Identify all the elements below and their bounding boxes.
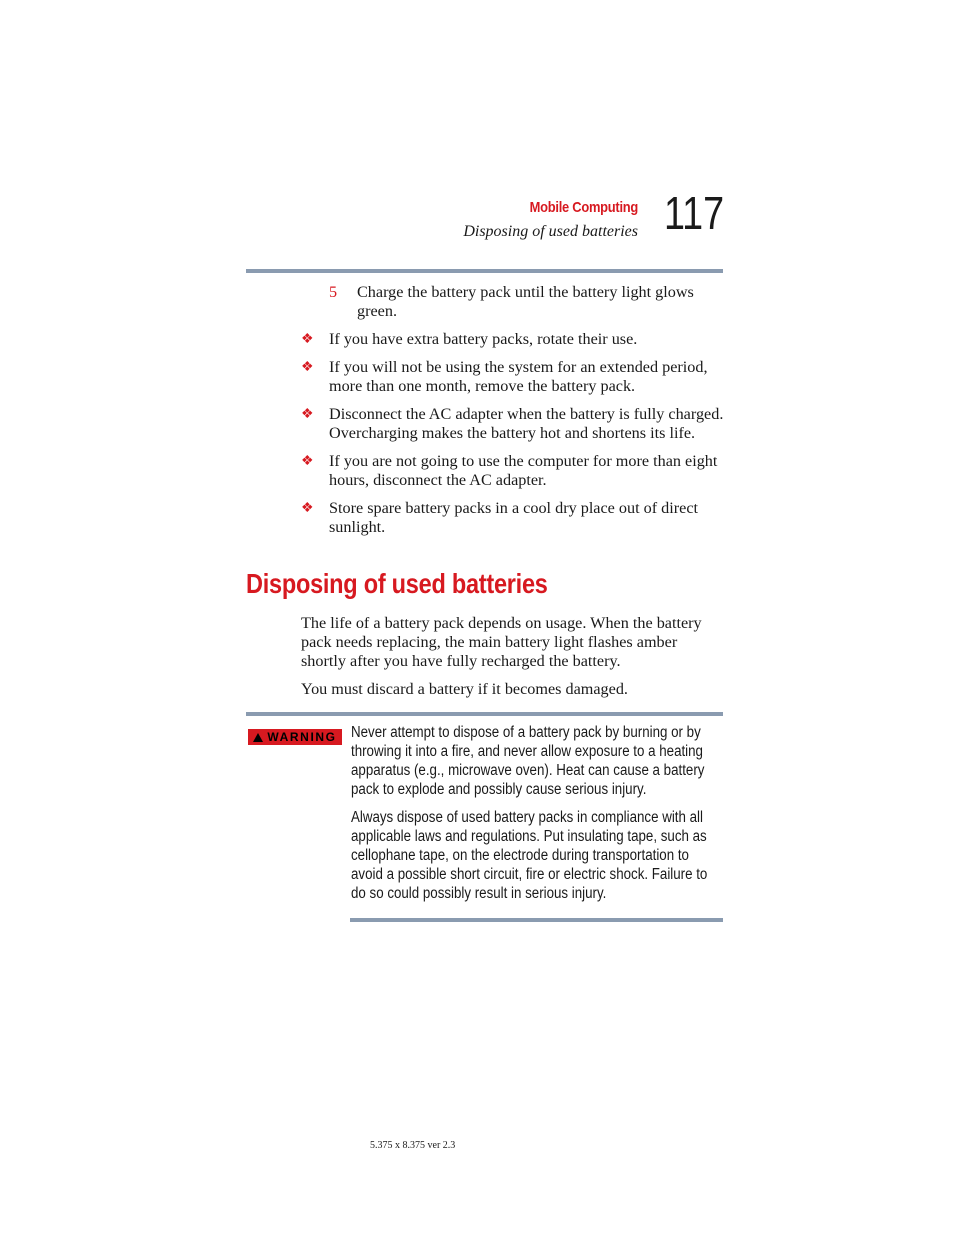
diamond-bullet-icon: ❖ — [301, 407, 314, 422]
warning-label: WARNING — [267, 730, 337, 744]
section-heading: Disposing of used batteries — [246, 568, 548, 599]
page-number: 117 — [664, 187, 725, 239]
diamond-bullet-icon: ❖ — [301, 332, 314, 347]
footer-version: 5.375 x 8.375 ver 2.3 — [370, 1140, 456, 1151]
step-text: Charge the battery pack until the battery light glows green. — [357, 283, 694, 320]
list-item: ❖ If you will not be using the system for an extended period, more than one month, remove the battery pack. — [301, 358, 708, 395]
section-title: Disposing of used batteries — [463, 223, 638, 240]
diamond-bullet-icon: ❖ — [301, 454, 314, 469]
step-item — [329, 283, 729, 321]
warning-badge — [248, 729, 342, 745]
warning-text: Never attempt to dispose of a battery pack by burning or by throwing it into a fire, and never allow exposure to a heating apparatus (e.g., microwave oven). Heat can cause a battery pack to explode and possibly cause serious injury. — [351, 724, 705, 798]
body-paragraph: You must discard a battery if it becomes damaged. — [301, 680, 628, 698]
list-item: ❖ Disconnect the AC adapter when the battery is fully charged. Overcharging makes the battery hot and shortens its life. — [301, 405, 724, 442]
warning-bottom-rule — [350, 918, 723, 922]
list-item: ❖ Store spare battery packs in a cool dry place out of direct sunlight. — [301, 499, 699, 536]
diamond-bullet-icon: ❖ — [301, 501, 314, 516]
header-rule — [246, 269, 723, 273]
warning-top-rule — [246, 712, 723, 716]
bullet-list — [301, 330, 731, 546]
body-paragraph: The life of a battery pack depends on usage. When the battery pack needs replacing, the main battery light flashes amber shortly after you have fully recharged the battery. — [301, 614, 702, 670]
warning-text: Always dispose of used battery packs in compliance with all applicable laws and regulations. Put insulating tape, such as cellophane tape, on the electrode during transportation to avoid a possible short circuit, fire or electric shock. Failure to do so could possibly result in serious injury. — [351, 809, 708, 902]
warning-triangle-icon — [253, 733, 263, 742]
diamond-bullet-icon: ❖ — [301, 360, 314, 375]
chapter-title: Mobile Computing — [529, 199, 638, 216]
list-item: ❖ If you have extra battery packs, rotate their use. — [301, 330, 638, 348]
step-number: 5 — [329, 283, 338, 301]
list-item: ❖ If you are not going to use the computer for more than eight hours, disconnect the AC adapter. — [301, 452, 718, 489]
